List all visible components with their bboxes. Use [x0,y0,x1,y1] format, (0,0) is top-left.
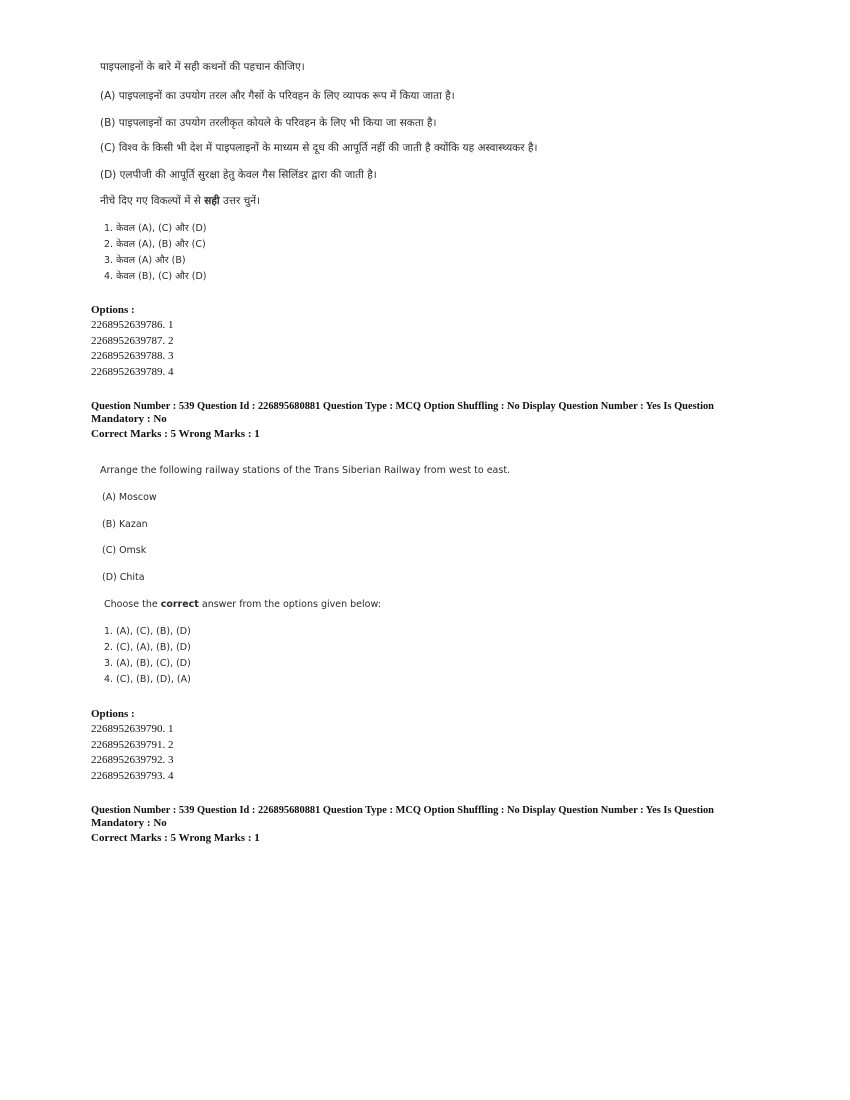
question-stem-en: Arrange the following railway stations of the Trans Siberian Railway from west to east. [100,465,511,476]
question-meta-line2: Mandatory : No [91,413,167,425]
question-meta-line3: Correct Marks : 5 Wrong Marks : 1 [91,428,260,440]
choice-en-4: 4. (C), (B), (D), (A) [104,674,191,685]
statement-d: (D) एलपीजी की आपूर्ति सुरक्षा हेतु केवल गैस सिलिंडर द्वारा की जाती है। [100,169,377,181]
option-id-6: 2268952639791. 2 [91,739,174,751]
choice-2: 2. केवल (A), (B) और (C) [104,239,206,250]
statement-en-c: (C) Omsk [102,545,147,556]
options-label: Options : [91,304,135,316]
choice-en-2: 2. (C), (A), (B), (D) [104,642,191,653]
option-id-4: 2268952639789. 4 [91,366,174,378]
question-meta-line3-b: Correct Marks : 5 Wrong Marks : 1 [91,832,260,844]
statement-a: (A) पाइपलाइनों का उपयोग तरल और गैसों के परिवहन के लिए व्यापक रूप में किया जाता है। [100,90,455,102]
instruction: नीचे दिए गए विकल्पों में से सही उत्तर चुनें। [100,195,261,207]
option-id-1: 2268952639786. 1 [91,319,174,331]
question-meta-line2-b: Mandatory : No [91,817,167,829]
option-id-2: 2268952639787. 2 [91,335,174,347]
option-id-8: 2268952639793. 4 [91,770,174,782]
option-id-7: 2268952639792. 3 [91,754,174,766]
question-stem: पाइपलाइनों के बारे में सही कथनों की पहचान कीजिए। [100,61,305,73]
options-label-2: Options : [91,708,135,720]
choice-1: 1. केवल (A), (C) और (D) [104,223,207,234]
statement-en-b: (B) Kazan [102,519,148,530]
option-id-5: 2268952639790. 1 [91,723,174,735]
choice-en-1: 1. (A), (C), (B), (D) [104,626,191,637]
statement-c: (C) विश्व के किसी भी देश में पाइपलाइनों के माध्यम से दूध की आपूर्ति नहीं की जाती है क्योंकि यह अस्वास्थ्यकर है। [100,142,538,154]
statement-b: (B) पाइपलाइनों का उपयोग तरलीकृत कोयले के परिवहन के लिए भी किया जा सकता है। [100,117,437,129]
instruction-en: Choose the correct answer from the options given below: [104,599,381,610]
choice-4: 4. केवल (B), (C) और (D) [104,271,207,282]
question-meta-line1: Question Number : 539 Question Id : 226895680881 Question Type : MCQ Option Shuffling : No Display Question Number : Yes Is Question [91,401,714,412]
statement-en-d: (D) Chita [102,572,145,583]
question-meta-line1-b: Question Number : 539 Question Id : 226895680881 Question Type : MCQ Option Shuffling : No Display Question Number : Yes Is Question [91,805,714,816]
choice-en-3: 3. (A), (B), (C), (D) [104,658,191,669]
choice-3: 3. केवल (A) और (B) [104,255,186,266]
statement-en-a: (A) Moscow [102,492,157,503]
option-id-3: 2268952639788. 3 [91,350,174,362]
